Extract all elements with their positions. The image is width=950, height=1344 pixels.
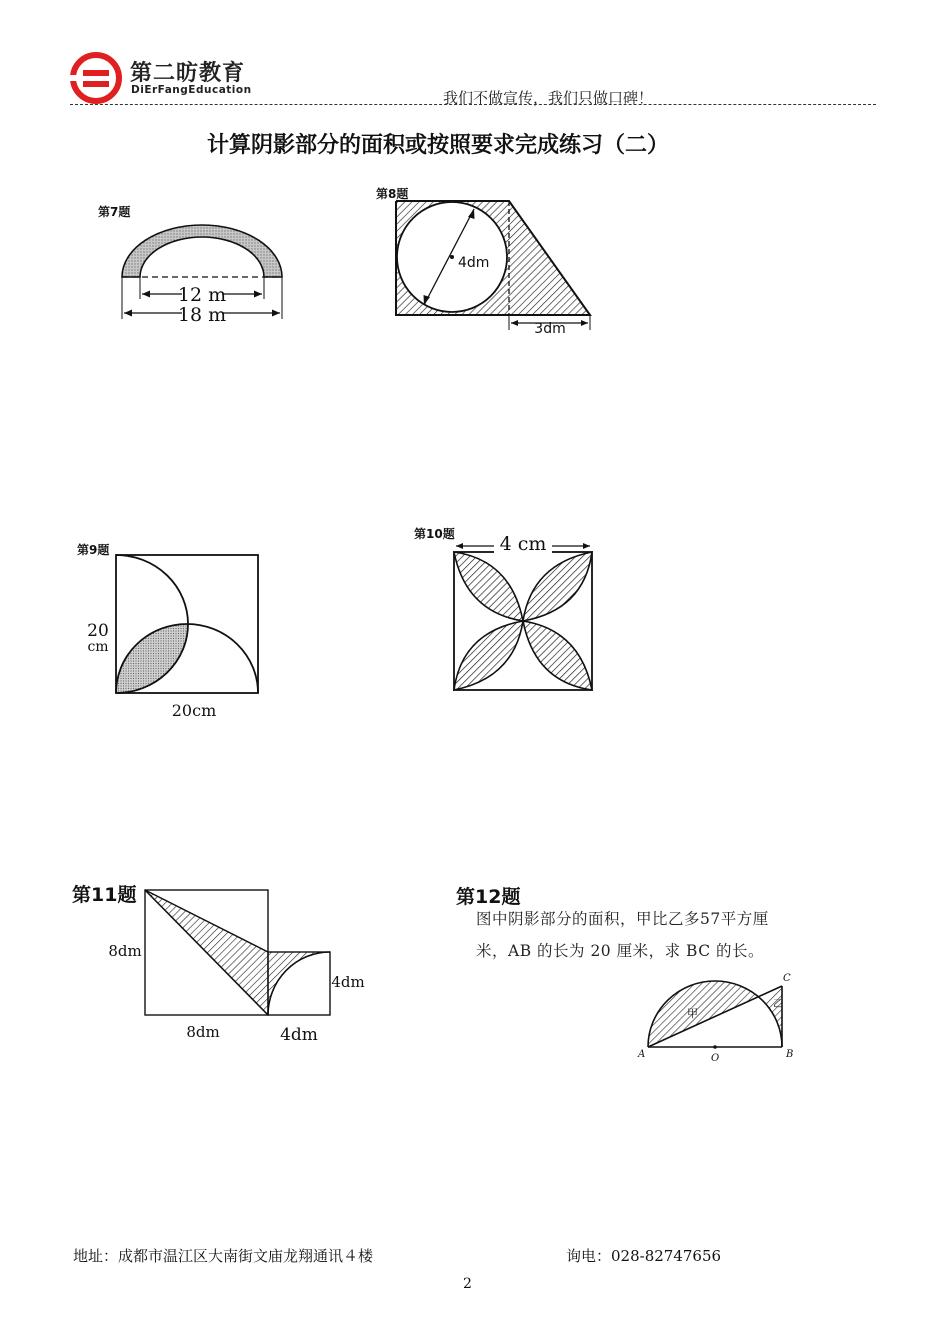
- slogan: 我们不做宣传，我们只做口碑！: [443, 89, 654, 107]
- footer-phone: 询电：028-82747656: [566, 1247, 722, 1265]
- q10-figure: [446, 530, 601, 695]
- q12-point-o: O: [711, 1053, 720, 1064]
- q9-side-left-unit: cm: [87, 639, 109, 655]
- logo: [70, 52, 122, 104]
- q9-label: 第9题: [77, 543, 110, 557]
- q8-label: 第8题: [376, 187, 409, 201]
- q7-label: 第7题: [98, 205, 131, 219]
- q12-figure: [635, 965, 805, 1070]
- q12-text-line1: 图中阴影部分的面积，甲比乙多57平方厘: [476, 910, 769, 928]
- brand-english: DiErFangEducation: [131, 84, 252, 96]
- logo-mark-icon: [70, 52, 122, 104]
- q12-region-jia: 甲: [687, 1007, 698, 1020]
- q12-label: 第12题: [456, 886, 521, 908]
- q8-diameter: 4dm: [458, 255, 490, 271]
- q8-figure: [390, 195, 600, 335]
- q12-point-b: B: [786, 1049, 794, 1060]
- q11-left: 8dm: [108, 942, 142, 960]
- q12-point-a: A: [638, 1049, 646, 1060]
- q11-label: 第11题: [72, 884, 137, 906]
- q7-inner-length: 12 m: [177, 284, 227, 306]
- q11-figure: [105, 885, 375, 1050]
- q7-outer-length: 18 m: [177, 304, 227, 326]
- q10-side: 4 cm: [499, 533, 547, 555]
- footer-address: 地址：成都市温江区大南街文庙龙翔通讯４楼: [73, 1247, 374, 1265]
- brand-name: 第二昉教育: [130, 61, 246, 86]
- q7-figure: [110, 215, 300, 327]
- q9-side-left-value: 20: [87, 621, 109, 641]
- q8-base: 3dm: [534, 321, 566, 335]
- q12-text-line2: 米，AB 的长为 20 厘米，求 BC 的长。: [476, 942, 764, 960]
- q10-label: 第10题: [414, 527, 455, 541]
- header-divider: [70, 104, 876, 105]
- q11-bottom-left: 8dm: [186, 1023, 220, 1041]
- page-number: 2: [463, 1276, 472, 1292]
- page-title: 计算阴影部分的面积或按照要求完成练习（二）: [207, 133, 670, 158]
- q11-bottom-right: 4dm: [280, 1025, 318, 1045]
- q9-side-bottom: 20cm: [171, 701, 217, 720]
- q9-figure: [80, 550, 280, 725]
- q11-right: 4dm: [331, 973, 365, 991]
- q12-region-yi: 乙: [773, 999, 783, 1010]
- q12-point-c: C: [783, 973, 791, 984]
